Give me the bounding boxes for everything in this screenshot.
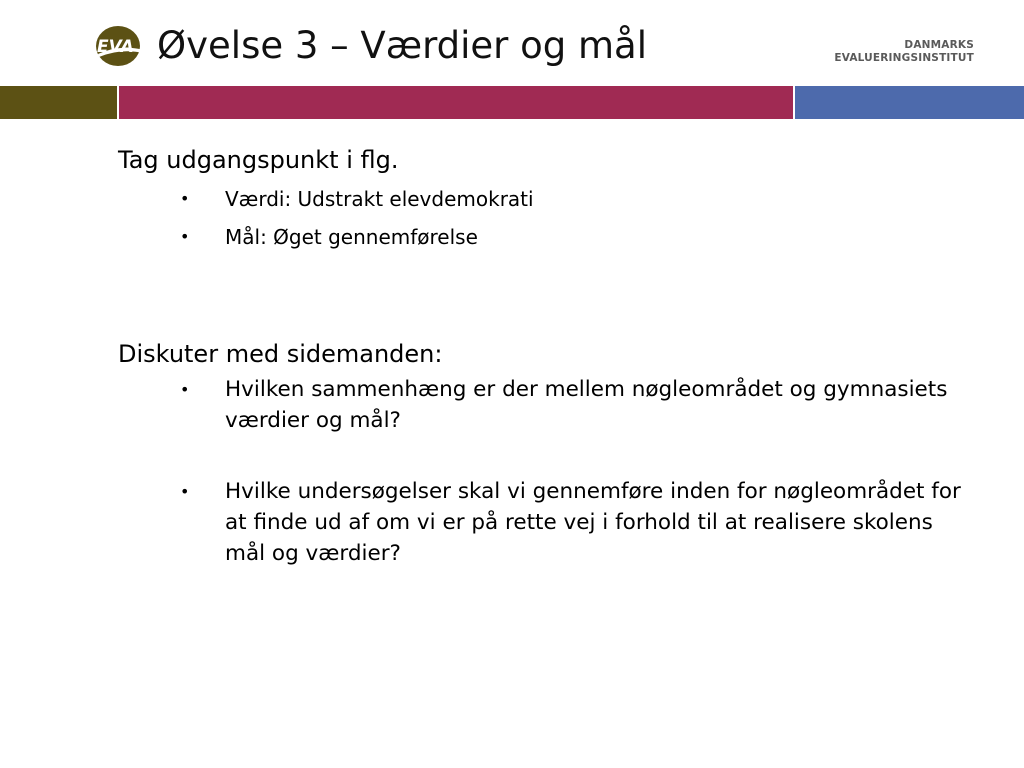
section-heading: Tag udgangspunkt i flg. [118, 146, 399, 174]
org-name-line-1: DANMARKS [904, 39, 974, 51]
bullet-list [118, 180, 978, 256]
bullet-item: • Mål: Øget gennemførelse [118, 218, 978, 256]
section-heading: Diskuter med sidemanden: [118, 340, 443, 368]
bullet-item: • Hvilke undersøgelser skal vi gennemføre inden for nøgleområdet for at finde ud af om vi er på rette vej i forhold til at realisere skolens mål og værdier? [118, 476, 978, 569]
bullet-list [118, 374, 978, 569]
slide-body [118, 140, 978, 569]
stripe-olive-segment [0, 86, 117, 119]
header-color-stripe [0, 86, 1024, 119]
section-discussion [118, 334, 978, 569]
slide-title: Øvelse 3 – Værdier og mål [157, 24, 648, 67]
org-name-line-2: EVALUERINGSINSTITUT [834, 52, 974, 64]
bullet-item: • Værdi: Udstrakt elevdemokrati [118, 180, 978, 218]
eva-logo [94, 24, 146, 68]
logo-text: EVA [97, 37, 134, 57]
section-starting-point [118, 140, 978, 256]
stripe-crimson-segment [119, 86, 793, 119]
stripe-blue-segment [795, 86, 1024, 119]
bullet-item: • Hvilken sammenhæng er der mellem nøgleområdet og gymnasiets værdier og mål? [118, 374, 978, 436]
organization-name [834, 39, 974, 65]
